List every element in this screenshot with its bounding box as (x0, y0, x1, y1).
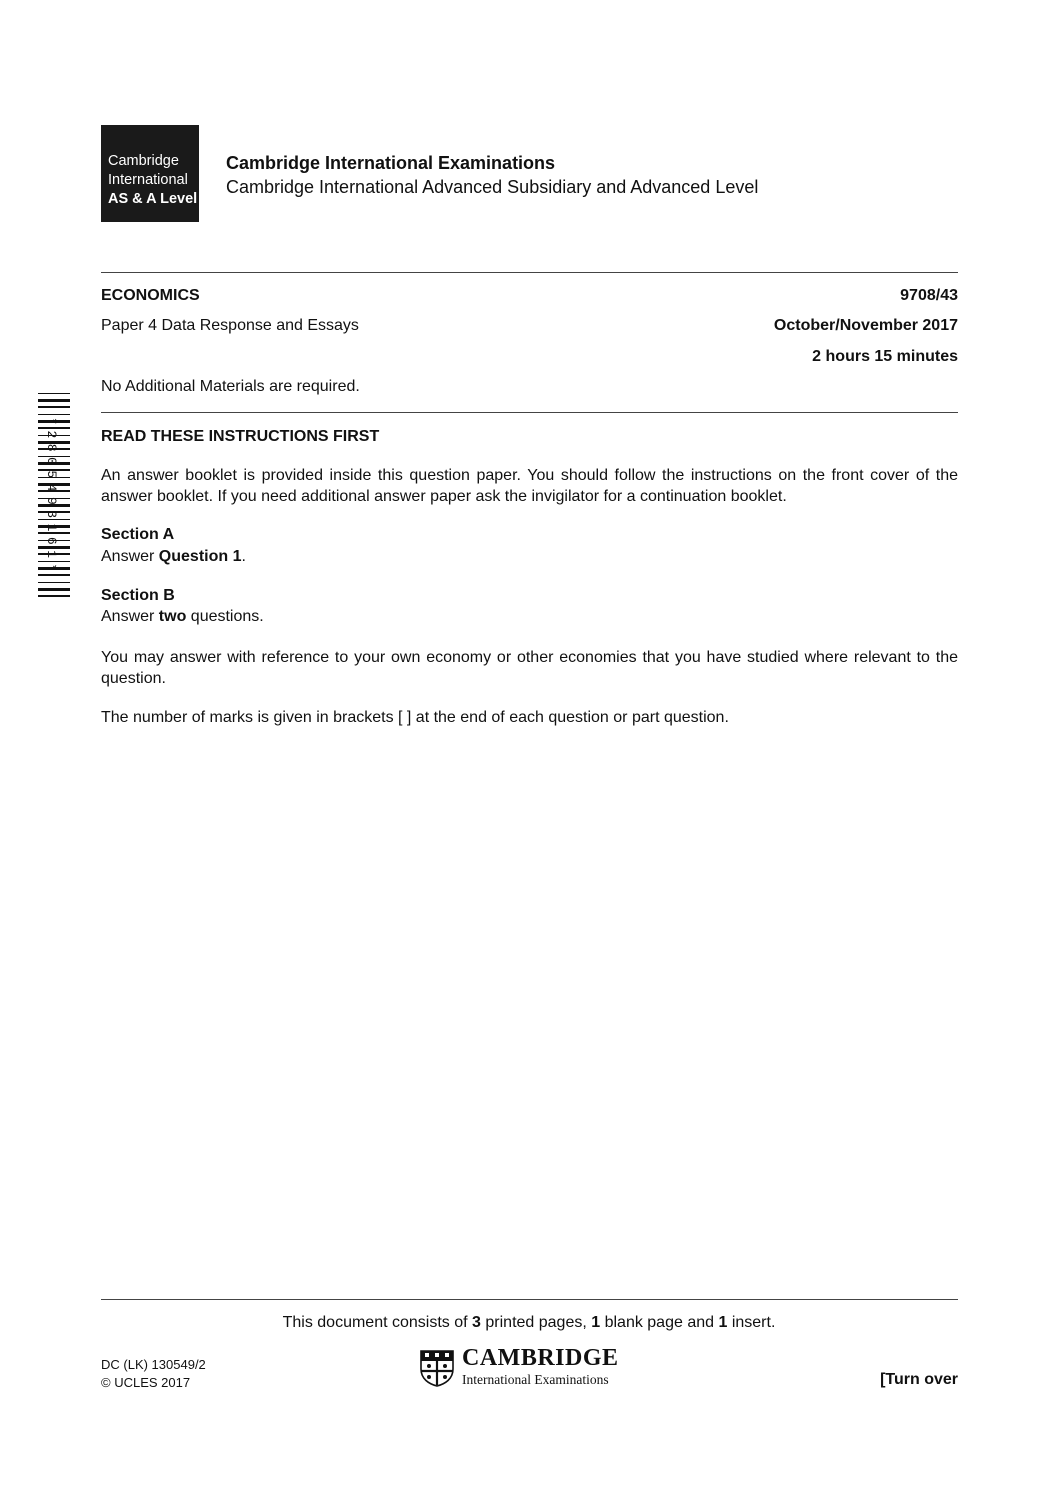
blank-page-label: blank page and (600, 1314, 719, 1331)
section-a-title: Section A (101, 526, 175, 543)
copyright-notice: © UCLES 2017 (101, 1375, 191, 1390)
marks-instruction: The number of marks is given in brackets [ ] at the end of each question or part question. (101, 709, 729, 726)
logo-line-2: International (108, 172, 188, 188)
section-a-text-end: . (241, 548, 246, 565)
page-count-statement (0, 1314, 1058, 1332)
printed-page-count: 3 (472, 1314, 481, 1331)
cambridge-wordmark-subtitle: International Examinations (462, 1372, 609, 1387)
subject-title: ECONOMICS (101, 287, 200, 304)
instructions-divider (101, 412, 958, 413)
qualification-name: Cambridge International Advanced Subsidiary and Advanced Level (226, 177, 759, 197)
instructions-heading: READ THESE INSTRUCTIONS FIRST (101, 428, 380, 445)
page-count-text: This document consists of (282, 1314, 473, 1331)
section-b-instruction (101, 608, 264, 626)
section-b-title: Section B (101, 587, 175, 604)
materials-note: No Additional Materials are required. (101, 378, 360, 395)
blank-page-count: 1 (591, 1314, 601, 1331)
exam-board-name: Cambridge International Examinations (226, 153, 556, 173)
top-divider (101, 272, 958, 273)
section-a-instruction (101, 548, 246, 566)
turn-over: [Turn over (880, 1371, 958, 1388)
insert-count: 1 (718, 1314, 728, 1331)
exam-session: October/November 2017 (773, 317, 958, 334)
logo-line-3: AS & A Level (108, 191, 198, 207)
section-b-text: Answer (101, 608, 159, 625)
cambridge-crest-icon (419, 1349, 455, 1387)
exam-duration: 2 hours 15 minutes (812, 348, 958, 365)
cambridge-wordmark: CAMBRIDGE (462, 1345, 619, 1371)
section-a-question: Question 1 (158, 548, 242, 565)
section-a-text: Answer (101, 548, 159, 565)
logo-line-1: Cambridge (108, 153, 179, 169)
printed-page-label: printed pages, (480, 1314, 592, 1331)
cambridge-as-a-level-logo (101, 125, 199, 222)
reference-instruction: You may answer with reference to your own economy or other economies that you have studied where relevant to the question. (101, 649, 958, 687)
candidate-barcode (38, 393, 86, 603)
footer-divider (101, 1299, 958, 1300)
section-b-count: two (158, 608, 187, 625)
section-b-text-end: questions. (186, 608, 264, 625)
paper-code: 9708/43 (900, 287, 958, 304)
insert-label: insert. (727, 1314, 776, 1331)
document-reference: DC (LK) 130549/2 (101, 1357, 206, 1372)
barcode-number: *2805493161* (44, 417, 59, 577)
paper-title: Paper 4 Data Response and Essays (101, 317, 359, 334)
booklet-instructions: An answer booklet is provided inside this question paper. You should follow the instructions on the front cover of the answer booklet. If you need additional answer paper ask the invigilator for a continuation booklet. (101, 467, 958, 505)
